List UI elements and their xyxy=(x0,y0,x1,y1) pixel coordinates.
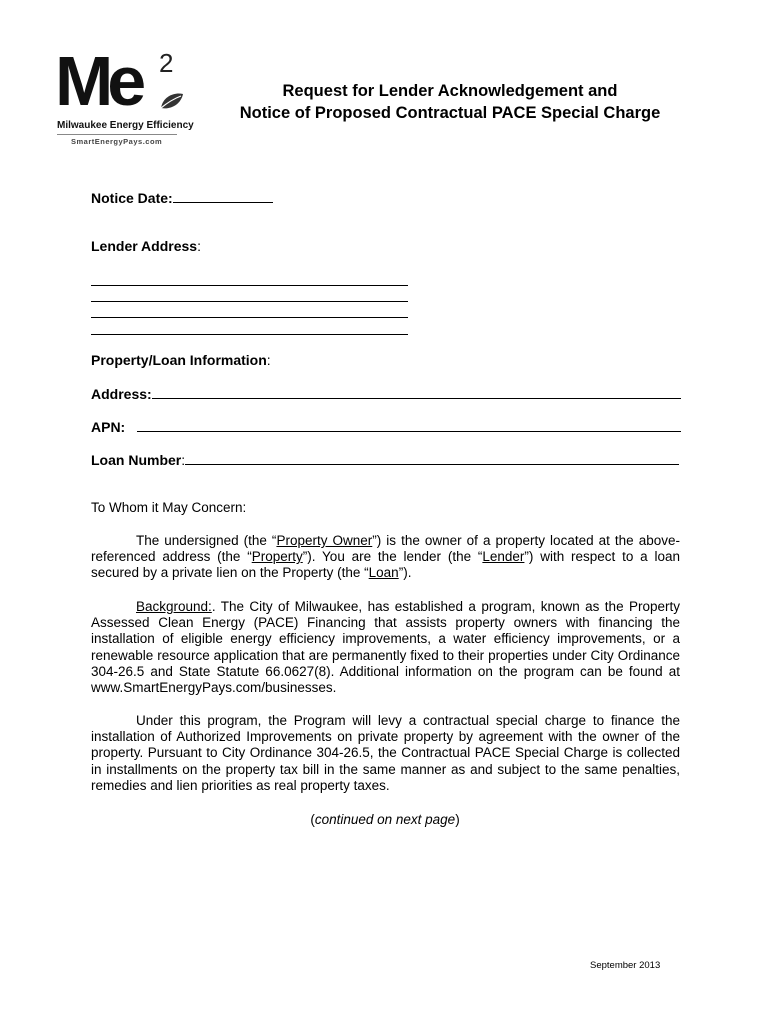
page-title xyxy=(200,80,700,124)
term-property-owner: Property Owner xyxy=(276,533,373,548)
continued-close: ) xyxy=(455,812,460,827)
logo-superscript: 2 xyxy=(159,48,174,78)
lender-address-row xyxy=(91,238,201,254)
paragraph-program xyxy=(91,713,680,794)
salutation: To Whom it May Concern: xyxy=(91,500,247,515)
loan-number-label: Loan Number xyxy=(91,452,182,468)
continued-note xyxy=(0,812,770,827)
term-loan: Loan xyxy=(368,565,399,581)
term-lender: Lender xyxy=(482,549,525,565)
logo-mark: Me xyxy=(55,42,141,120)
property-info-row xyxy=(91,352,271,368)
apn-label: APN: xyxy=(91,419,126,435)
logo xyxy=(55,42,194,152)
title-line-1: Request for Lender Acknowledgement and xyxy=(282,82,618,100)
apn-field[interactable] xyxy=(137,418,681,432)
para1-text-3: ”). You are the lender (the “ xyxy=(302,549,483,565)
title-line-2: Notice of Proposed Contractual PACE Special Charge xyxy=(239,104,661,122)
logo-site: SmartEnergyPays.com xyxy=(71,137,163,146)
lender-address-label: Lender Address xyxy=(91,238,198,254)
continued-text: continued on next page xyxy=(314,812,456,827)
para1-text-5: ”). xyxy=(398,565,412,581)
lender-address-line-3[interactable] xyxy=(91,317,408,318)
loan-number-colon: : xyxy=(181,452,186,468)
lender-address-line-1[interactable] xyxy=(91,285,408,286)
notice-date-row xyxy=(91,189,273,206)
lender-address-colon: : xyxy=(197,238,201,254)
lender-address-line-4[interactable] xyxy=(91,334,408,335)
address-row xyxy=(91,385,681,402)
lender-address-line-2[interactable] xyxy=(91,301,408,302)
leaf-icon xyxy=(159,90,185,112)
para1-text-2: ”) is the owner of a property located at the above-referenced address (the “ xyxy=(91,533,680,565)
para1-text-4: ”) with respect to a loan secured by a private lien on the Property (the “ xyxy=(91,549,680,581)
continued-open: ( xyxy=(310,812,315,827)
address-field[interactable] xyxy=(152,385,681,399)
notice-date-field[interactable] xyxy=(173,189,273,203)
paragraph-property-owner xyxy=(91,533,680,582)
logo-name: Milwaukee Energy Efficiency xyxy=(57,120,194,131)
notice-date-label: Notice Date: xyxy=(91,190,173,206)
program-body: Under this program, the Program will levy a contractual special charge to finance the installation of Authorized Improvements on private property by agreement with the owner of the property. Pursuant to City Ordinance 304-26.5, the Contractual PACE Special Charge is collected in installments on the property tax bill in the same manner as and subject to the same penalties, remedies and lien priorities as real property taxes. xyxy=(91,713,680,793)
address-label: Address: xyxy=(91,386,152,402)
term-property: Property xyxy=(251,549,303,565)
property-info-colon: : xyxy=(266,352,271,368)
property-info-label: Property/Loan Information xyxy=(91,352,267,368)
loan-number-row xyxy=(91,451,681,468)
footer-date: September 2013 xyxy=(590,960,661,971)
loan-number-field[interactable] xyxy=(185,451,679,465)
paragraph-background xyxy=(91,599,680,696)
apn-row xyxy=(91,418,681,435)
background-body: . The City of Milwaukee, has established a program, known as the Property Assessed Clean Energy (PACE) Financing that assists property owners with financing the installation of eligible energy efficiency improvements, a water efficiency improvements, or a renewable resource application that are permanently fixed to their properties under City Ordinance 304-26.5 and State Statute 66.0627(8). Additional information on the program can be found at www.SmartEnergyPays.com/businesses. xyxy=(91,599,680,696)
background-heading: Background: xyxy=(136,599,212,614)
para1-text-1: The undersigned (the “ xyxy=(136,533,277,548)
logo-divider xyxy=(57,134,177,135)
